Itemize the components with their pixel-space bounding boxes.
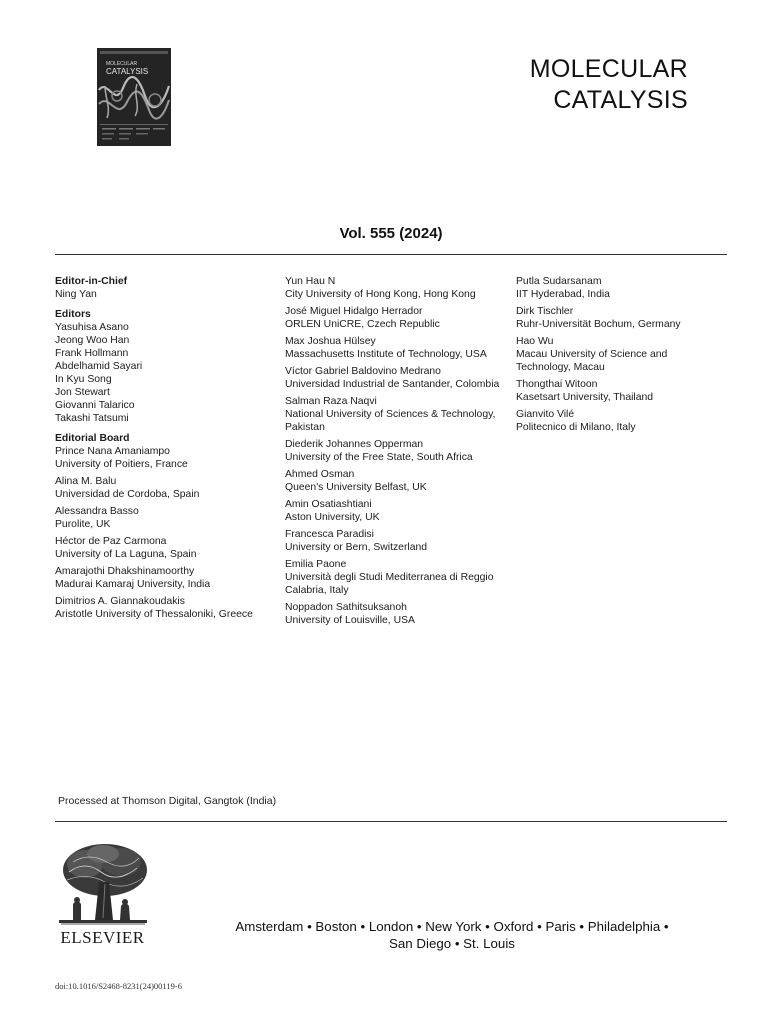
member-name: Francesca Paradisi xyxy=(285,529,374,540)
board-member xyxy=(285,275,500,301)
member-name: Max Joshua Hülsey xyxy=(285,336,376,347)
editor-name: Abdelhamid Sayari xyxy=(55,361,143,372)
member-affiliation: Aston University, UK xyxy=(285,512,380,523)
editor-name: Jon Stewart xyxy=(55,387,110,398)
editor-name: Frank Hollmann xyxy=(55,348,129,359)
editor-name: Jeong Woo Han xyxy=(55,335,130,346)
member-affiliation: Kasetsart University, Thailand xyxy=(516,392,654,403)
board-member xyxy=(285,395,500,434)
board-member xyxy=(285,558,500,597)
board-member xyxy=(285,468,500,494)
board-member xyxy=(516,408,716,434)
member-name: Dimitrios A. Giannakoudakis xyxy=(55,596,185,607)
editor-in-chief-heading: Editor-in-Chief xyxy=(55,276,128,287)
member-name: Hao Wu xyxy=(516,336,554,347)
member-affiliation: Queen's University Belfast, UK xyxy=(285,482,427,493)
doi-text: doi:10.1016/S2468-8231(24)00119-6 xyxy=(55,981,182,991)
member-affiliation: IIT Hyderabad, India xyxy=(516,289,610,300)
editorial-board-heading: Editorial Board xyxy=(55,433,130,444)
member-affiliation: Ruhr-Universität Bochum, Germany xyxy=(516,319,681,330)
member-name: Prince Nana Amaniampo xyxy=(55,446,170,457)
member-name: José Miguel Hidalgo Herrador xyxy=(285,306,423,317)
member-affiliation: University of La Laguna, Spain xyxy=(55,549,197,560)
bottom-divider xyxy=(55,821,727,822)
member-name: Noppadon Sathitsuksanoh xyxy=(285,602,407,613)
member-affiliation: Universidad de Cordoba, Spain xyxy=(55,489,200,500)
member-affiliation: Macau University of Science and Technology, Macau xyxy=(516,349,668,373)
member-affiliation: Universidad Industrial de Santander, Colombia xyxy=(285,379,500,390)
board-member xyxy=(55,505,265,531)
volume-label: Vol. 555 (2024) xyxy=(339,225,443,242)
board-member xyxy=(285,528,500,554)
editor-name: Takashi Tatsumi xyxy=(55,413,129,424)
journal-title-line1: MOLECULAR xyxy=(529,55,688,83)
editor-in-chief-name: Ning Yan xyxy=(55,289,97,300)
board-member xyxy=(55,595,265,621)
column-3 xyxy=(516,275,716,438)
board-member xyxy=(55,445,265,471)
publisher-cities xyxy=(212,918,692,952)
member-name: Putla Sudarsanam xyxy=(516,276,602,287)
board-member xyxy=(55,475,265,501)
cover-title-line1: MOLECULAR xyxy=(106,61,138,67)
column-2 xyxy=(285,275,500,631)
editor-name: In Kyu Song xyxy=(55,374,112,385)
member-name: Gianvito Vilé xyxy=(516,409,575,420)
member-affiliation: University of Poitiers, France xyxy=(55,459,188,470)
member-affiliation: Università degli Studi Mediterranea di Reggio Calabria, Italy xyxy=(285,572,494,596)
journal-title xyxy=(530,54,688,116)
editor-name: Yasuhisa Asano xyxy=(55,322,129,333)
cities-line-1: Amsterdam • Boston • London • New York • Oxford • Paris • Philadelphia • xyxy=(235,919,669,934)
processed-note: Processed at Thomson Digital, Gangtok (India) xyxy=(58,795,277,807)
member-affiliation: Politecnico di Milano, Italy xyxy=(516,422,636,433)
board-member xyxy=(285,498,500,524)
board-member xyxy=(285,305,500,331)
member-affiliation: University of the Free State, South Africa xyxy=(285,452,473,463)
board-member xyxy=(516,305,716,331)
elsevier-wordmark: ELSEVIER xyxy=(60,928,145,947)
member-name: Dirk Tischler xyxy=(516,306,574,317)
member-name: Amin Osatiashtiani xyxy=(285,499,372,510)
member-affiliation: Aristotle University of Thessaloniki, Greece xyxy=(55,609,253,620)
board-member xyxy=(285,335,500,361)
cities-line-2: San Diego • St. Louis xyxy=(389,936,515,951)
member-affiliation: Madurai Kamaraj University, India xyxy=(55,579,211,590)
member-affiliation: ORLEN UniCRE, Czech Republic xyxy=(285,319,440,330)
board-member xyxy=(516,335,716,374)
top-divider xyxy=(55,254,727,255)
member-name: Víctor Gabriel Baldovino Medrano xyxy=(285,366,441,377)
board-member xyxy=(285,601,500,627)
board-member xyxy=(285,365,500,391)
board-member xyxy=(55,535,265,561)
member-name: Alessandra Basso xyxy=(55,506,139,517)
editor-name: Giovanni Talarico xyxy=(55,400,135,411)
member-name: Thongthai Witoon xyxy=(516,379,598,390)
member-affiliation: University of Louisville, USA xyxy=(285,615,415,626)
member-name: Amarajothi Dhakshinamoorthy xyxy=(55,566,195,577)
board-member xyxy=(516,275,716,301)
board-member xyxy=(516,378,716,404)
board-member xyxy=(285,438,500,464)
member-name: Emilia Paone xyxy=(285,559,347,570)
journal-title-line2: CATALYSIS xyxy=(553,86,688,114)
editors-heading: Editors xyxy=(55,309,91,320)
member-affiliation: University or Bern, Switzerland xyxy=(285,542,428,553)
journal-cover-thumbnail xyxy=(97,48,171,146)
board-member xyxy=(55,565,265,591)
member-affiliation: Massachusetts Institute of Technology, USA xyxy=(285,349,487,360)
member-name: Diederik Johannes Opperman xyxy=(285,439,424,450)
member-name: Ahmed Osman xyxy=(285,469,355,480)
member-name: Héctor de Paz Carmona xyxy=(55,536,167,547)
member-name: Yun Hau N xyxy=(285,276,336,287)
column-1 xyxy=(55,275,265,625)
member-name: Alina M. Balu xyxy=(55,476,117,487)
member-affiliation: City University of Hong Kong, Hong Kong xyxy=(285,289,476,300)
cover-title-line2: CATALYSIS xyxy=(106,67,149,76)
member-affiliation: Purolite, UK xyxy=(55,519,111,530)
member-name: Salman Raza Naqvi xyxy=(285,396,377,407)
member-affiliation: National University of Sciences & Technology, Pakistan xyxy=(285,409,496,433)
